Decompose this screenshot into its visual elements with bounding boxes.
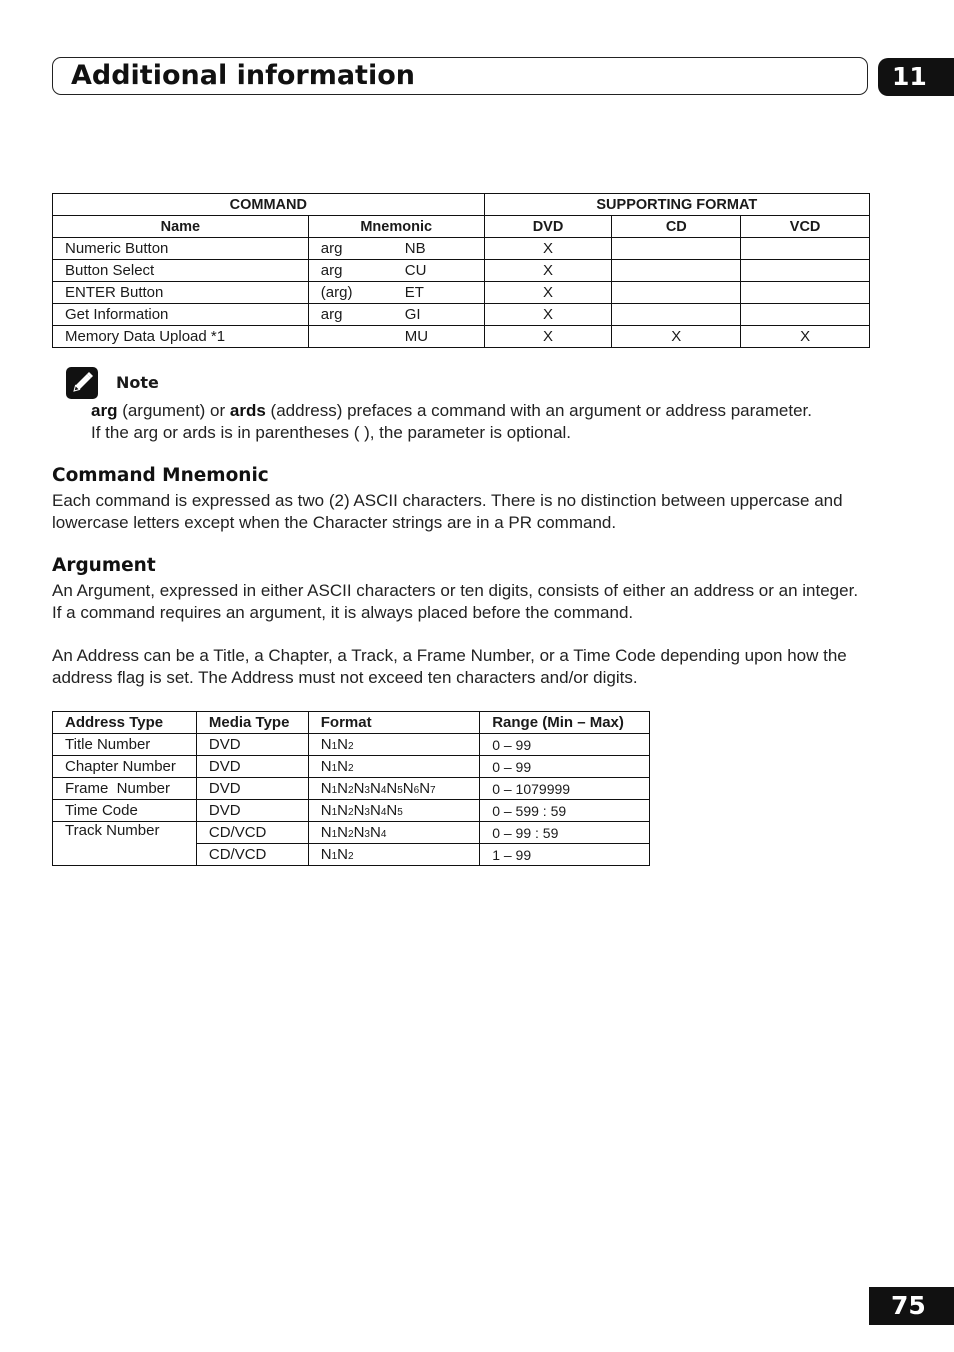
mnemonic-code: NB: [404, 240, 426, 257]
cd-support: [612, 238, 741, 260]
address-text: [52, 645, 862, 689]
dvd-support: X: [484, 260, 612, 282]
chapter-number-tab: 11: [878, 58, 954, 96]
address-type: Chapter Number: [53, 756, 197, 778]
mnemonic-code: GI: [404, 306, 421, 323]
address-table: [52, 711, 650, 866]
column-header: Mnemonic: [308, 216, 484, 238]
mnemonic-code: CU: [404, 262, 427, 279]
table-header-row: [53, 712, 650, 734]
media-type: CD/VCD: [196, 844, 308, 866]
page-title: Additional information: [71, 60, 415, 91]
table-row: [53, 304, 870, 326]
argument-flag: (arg): [320, 284, 353, 301]
column-header: VCD: [741, 216, 870, 238]
argument-heading: Argument: [52, 555, 156, 576]
address-type: Time Code: [53, 800, 197, 822]
command-mnemonic-text: [52, 490, 862, 534]
media-type: DVD: [196, 756, 308, 778]
address-range: 1 – 99: [480, 844, 650, 866]
column-header: DVD: [484, 216, 612, 238]
argument-flag: arg: [320, 240, 343, 257]
page-number: 75: [869, 1287, 954, 1325]
table-header-row: [53, 216, 870, 238]
table-row: [53, 326, 870, 348]
address-format: N1N2: [308, 756, 479, 778]
media-type: DVD: [196, 800, 308, 822]
paragraph: An Argument, expressed in either ASCII characters or ten digits, consists of either an address or an integer. If a command requires an argument, it is always placed before the command.: [52, 581, 859, 622]
argument-text: [52, 580, 862, 624]
address-range: 0 – 1079999: [480, 778, 650, 800]
dvd-support: X: [484, 326, 612, 348]
vcd-support: X: [741, 326, 870, 348]
group-header-command: COMMAND: [53, 194, 485, 216]
command-mnemonic: [308, 282, 484, 304]
column-header: Media Type: [196, 712, 308, 734]
note-rest: (address) prefaces a command with an argument or address parameter.: [265, 401, 812, 420]
address-format: N1N2: [308, 734, 479, 756]
address-format: N1N2: [308, 844, 479, 866]
table-row: [53, 756, 650, 778]
argument-flag: arg: [320, 262, 343, 279]
command-name: Get Information: [53, 304, 309, 326]
chapter-header: [52, 57, 868, 95]
column-header: Format: [308, 712, 479, 734]
table-row: [53, 734, 650, 756]
address-range: 0 – 99: [480, 756, 650, 778]
table-row: [53, 800, 650, 822]
command-mnemonic-heading: Command Mnemonic: [52, 465, 269, 486]
address-range: 0 – 99 : 59: [480, 822, 650, 844]
command-mnemonic: [308, 326, 484, 348]
table-header-row: [53, 194, 870, 216]
cd-support: [612, 304, 741, 326]
arg-explanation: (argument) or: [117, 401, 230, 420]
argument-flag: arg: [320, 306, 343, 323]
address-range: 0 – 99: [480, 734, 650, 756]
table-row: [53, 260, 870, 282]
address-type: Track Number: [53, 822, 197, 866]
media-type: DVD: [196, 734, 308, 756]
address-format: N1N2N3N4: [308, 822, 479, 844]
note-pencil-icon: [66, 367, 98, 399]
note-label: Note: [116, 373, 159, 392]
cd-support: [612, 282, 741, 304]
address-range: 0 – 599 : 59: [480, 800, 650, 822]
note-line-2: If the arg or ards is in parentheses ( ), the parameter is optional.: [91, 423, 572, 442]
media-type: DVD: [196, 778, 308, 800]
table-row: [53, 282, 870, 304]
paragraph: Each command is expressed as two (2) ASCII characters. There is no distinction between uppercase and lowercase letters except when the Character strings are in a PR command.: [52, 491, 843, 532]
column-header: Address Type: [53, 712, 197, 734]
address-format: N1N2N3N4N5N6N7: [308, 778, 479, 800]
table-row: [53, 238, 870, 260]
column-header: Name: [53, 216, 309, 238]
dvd-support: X: [484, 282, 612, 304]
address-type: Title Number: [53, 734, 197, 756]
vcd-support: [741, 260, 870, 282]
vcd-support: [741, 304, 870, 326]
command-mnemonic: [308, 304, 484, 326]
cd-support: X: [612, 326, 741, 348]
media-type: CD/VCD: [196, 822, 308, 844]
note-text: [91, 400, 871, 444]
command-table: [52, 193, 870, 348]
arg-term: arg: [91, 401, 118, 420]
column-header: CD: [612, 216, 741, 238]
vcd-support: [741, 282, 870, 304]
command-mnemonic: [308, 238, 484, 260]
command-name: ENTER Button: [53, 282, 309, 304]
command-name: Memory Data Upload *1: [53, 326, 309, 348]
dvd-support: X: [484, 304, 612, 326]
command-name: Numeric Button: [53, 238, 309, 260]
dvd-support: X: [484, 238, 612, 260]
table-row: [53, 822, 650, 844]
command-mnemonic: [308, 260, 484, 282]
column-header: Range (Min – Max): [480, 712, 650, 734]
cd-support: [612, 260, 741, 282]
ards-term: ards: [229, 401, 266, 420]
command-name: Button Select: [53, 260, 309, 282]
paragraph: An Address can be a Title, a Chapter, a Track, a Frame Number, or a Time Code depending upon how the address flag is set. The Address must not exceed ten characters and/or digits.: [52, 646, 847, 687]
address-format: N1N2N3N4N5: [308, 800, 479, 822]
address-type: Frame Number: [53, 778, 197, 800]
mnemonic-code: ET: [404, 284, 424, 301]
group-header-supporting-format: SUPPORTING FORMAT: [484, 194, 869, 216]
table-row: [53, 778, 650, 800]
mnemonic-code: MU: [404, 328, 429, 345]
vcd-support: [741, 238, 870, 260]
